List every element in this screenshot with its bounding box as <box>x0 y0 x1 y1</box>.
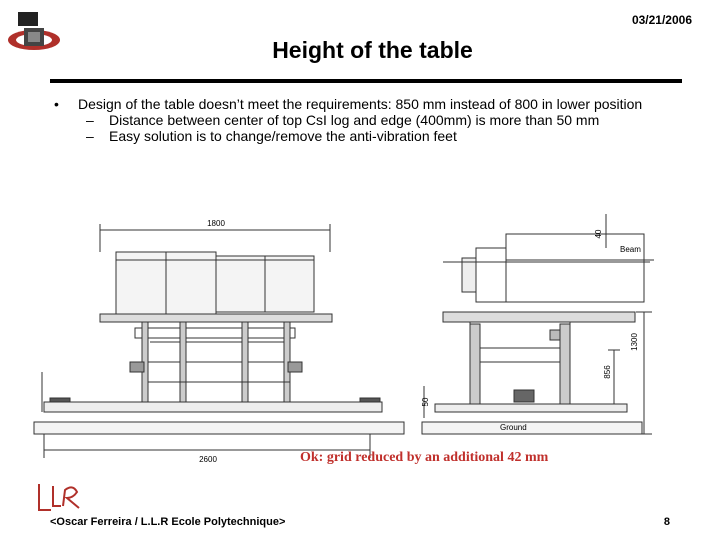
dim-1300-label: 1300 <box>630 333 639 351</box>
dim-50-label: 50 <box>421 397 430 407</box>
beam-label: Beam <box>620 245 641 254</box>
slide-date: 03/21/2006 <box>631 13 692 27</box>
footer-text: <Oscar Ferreira / L.L.R Ecole Polytechnique> <box>50 516 286 528</box>
ground-label: Ground <box>500 423 527 432</box>
bullet-text: Design of the table doesn’t meet the requirements: 850 mm instead of 800 in lower position <box>78 96 643 112</box>
sub-bullet-item <box>46 112 676 128</box>
slide-title: Height of the table <box>272 37 473 63</box>
title-divider <box>50 79 682 83</box>
table-drawing <box>30 212 670 477</box>
bullet-dot: • <box>54 96 59 112</box>
sub-bullet-item <box>46 128 676 144</box>
bullet-item <box>46 96 676 112</box>
caption-note: Ok: grid reduced by an additional 42 mm <box>300 450 549 465</box>
page-number: 8 <box>663 516 670 528</box>
dim-856-label: 856 <box>603 365 612 379</box>
dim-1800-label: 1800 <box>207 219 225 228</box>
sub-bullet-dash: – <box>86 112 94 128</box>
llr-logo-icon <box>33 480 89 521</box>
sub-bullet-text: Distance between center of top CsI log and edge (400mm) is more than 50 mm <box>109 112 600 128</box>
dim-2600-label: 2600 <box>199 455 217 464</box>
sub-bullet-dash: – <box>86 128 94 144</box>
dim-40-label: 40 <box>594 229 603 239</box>
sub-bullet-text: Easy solution is to change/remove the anti-vibration feet <box>109 128 457 144</box>
bullet-list <box>46 96 676 144</box>
